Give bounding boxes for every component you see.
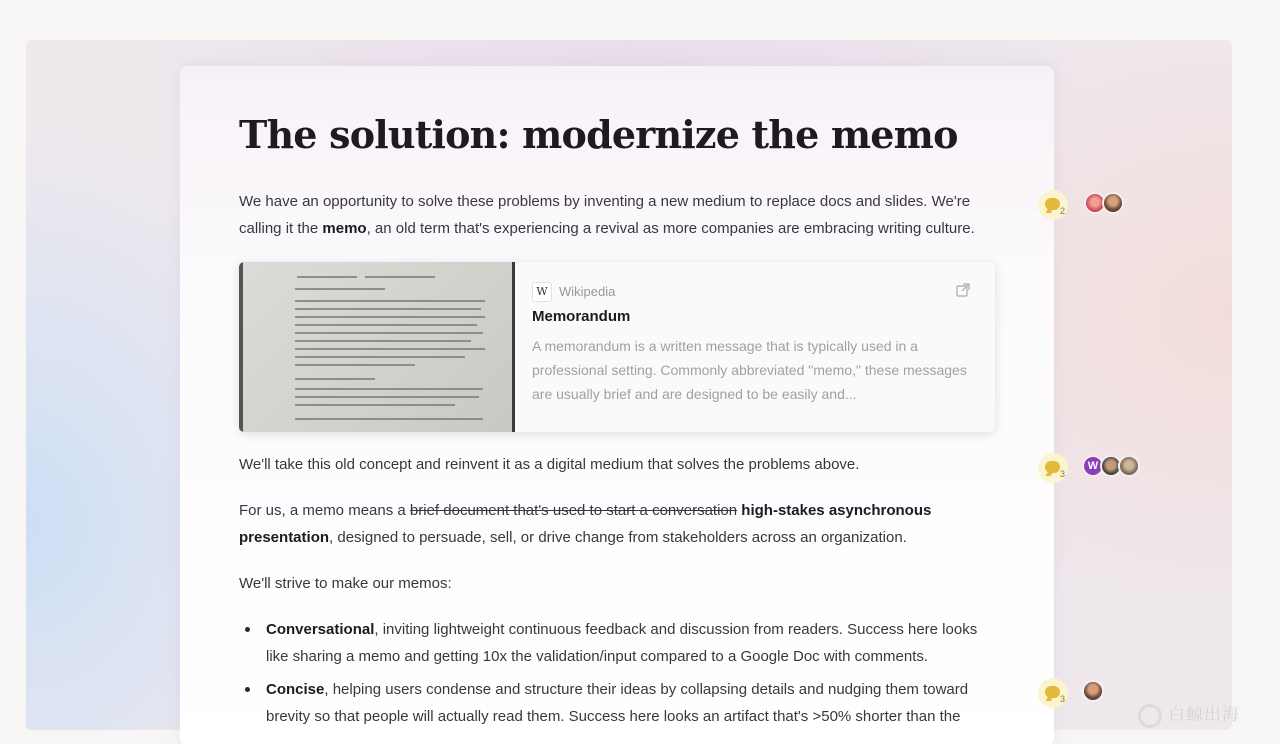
comment-thread-button[interactable] (1038, 190, 1068, 220)
paragraph-definition (239, 497, 999, 551)
comment-icon (1045, 198, 1060, 210)
avatar[interactable] (1118, 455, 1140, 477)
definition-text-a: For us, a memo means a (239, 502, 410, 519)
memo-document-thumbnail (239, 262, 515, 432)
avatar[interactable] (1102, 192, 1124, 214)
paragraph-strive: We'll strive to make our memos: (239, 575, 452, 592)
avatar[interactable]: W (1082, 455, 1104, 477)
bullet-text: , inviting lightweight continuous feedback and discussion from readers. Success here looks like sharing a memo and getting 10x the validation/input compared to a Google Doc with comments. (266, 621, 978, 665)
intro-bold-memo: memo (322, 220, 367, 237)
comment-icon (1045, 461, 1060, 473)
wikipedia-link-embed[interactable] (239, 262, 995, 432)
embed-source: Wikipedia (559, 284, 616, 299)
comment-thread-button[interactable] (1038, 678, 1068, 708)
bullet-term: Conversational (266, 621, 375, 638)
goals-list (239, 616, 999, 736)
list-item (239, 676, 999, 730)
struck-text: brief document that's used to start a conversation (409, 502, 738, 519)
page-title: The solution: modernize the memo (239, 112, 958, 157)
intro-text-a: We have an opportunity to solve these problems by inventing a new medium to replace docs and slides. We're calling it the (239, 193, 971, 237)
bullet-term: Concise (266, 681, 325, 698)
comment-icon (1045, 686, 1060, 698)
list-item (239, 616, 999, 670)
definition-text-b: , designed to persuade, sell, or drive change from stakeholders across an organization. (329, 529, 907, 546)
intro-paragraph (239, 188, 999, 242)
bullet-text: , helping users condense and structure their ideas by collapsing details and nudging them toward brevity so that people will actually read them. Success here looks an artifact that's >50% shorter than the (266, 681, 969, 725)
comment-count: 2 (1060, 206, 1066, 216)
external-link-icon[interactable] (955, 282, 971, 298)
comment-count: 3 (1060, 694, 1066, 704)
watermark-text: 白鲸出海 (1168, 705, 1240, 724)
comment-thread-button[interactable] (1038, 453, 1068, 483)
avatar[interactable] (1082, 680, 1104, 702)
wikipedia-logo-icon: W (532, 282, 552, 302)
comment-count: 3 (1060, 469, 1066, 479)
watermark (1138, 700, 1240, 728)
watermark-logo-icon (1138, 704, 1162, 728)
embed-title: Memorandum (532, 308, 631, 325)
embed-description: A memorandum is a written message that is typically used in a professional setting. Commonly abbreviated "memo," these messages are usually brief and are designed to be easily and... (532, 338, 967, 402)
intro-text-b: , an old term that's experiencing a revival as more companies are embracing writing culture. (366, 220, 975, 237)
paragraph-reinvent: We'll take this old concept and reinvent it as a digital medium that solves the problems above. (239, 456, 860, 473)
definition-bold: high-stakes asynchronous presentation (239, 502, 932, 546)
